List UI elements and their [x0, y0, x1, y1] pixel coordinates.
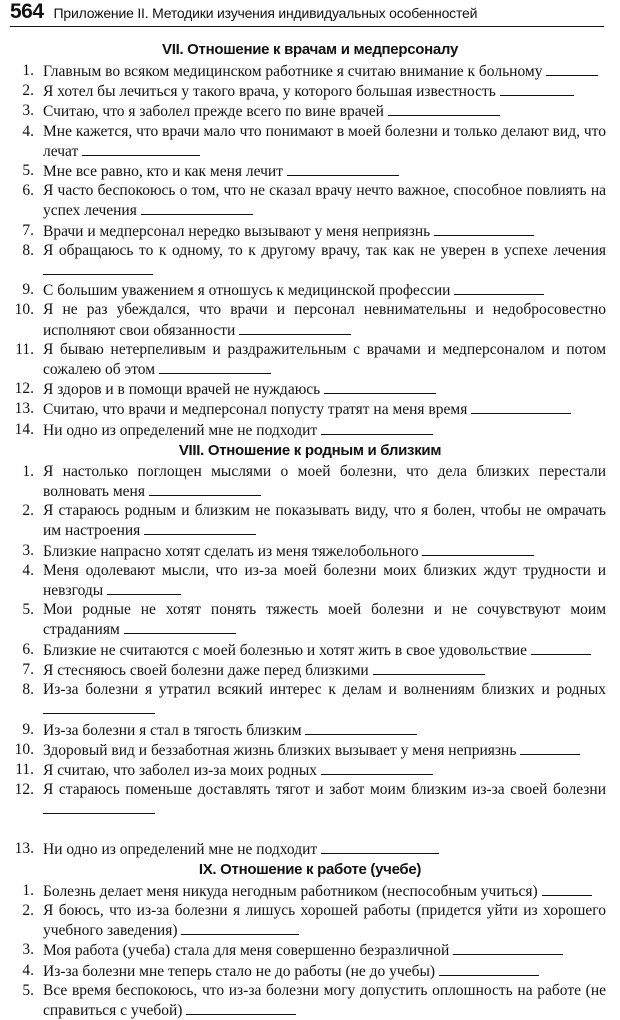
answer-blank[interactable] [159, 359, 271, 374]
item-number: 2. [22, 82, 34, 100]
item-number: 4. [22, 961, 34, 979]
list-item [10, 81, 610, 101]
item-text: Я стараюсь поменьше доставлять тягот и забот моим близким из-за своей болезни [43, 781, 606, 799]
item-text: Я не раз убеждался, что врачи и персонал невнимательны и недобросовестно исполняют свои обязанности [43, 301, 606, 339]
list-item [10, 181, 610, 220]
item-number: 10. [14, 301, 34, 319]
answer-blank[interactable] [542, 881, 592, 896]
item-text: Я боюсь, что из-за болезни я лишусь хорошей работы (придется уйти из хорошего учебного заведения) [43, 901, 606, 940]
answer-blank[interactable] [82, 141, 200, 156]
list-item [10, 420, 610, 440]
item-number: 12. [14, 781, 34, 799]
item-text: Все время беспокоюсь, что из-за болезни могу допустить оплошность на работе (не справиться с учебой) [43, 981, 606, 1019]
answer-blank[interactable] [149, 481, 261, 496]
item-number: 3. [22, 541, 34, 559]
answer-blank[interactable] [141, 200, 253, 215]
list-item [10, 300, 610, 339]
list-item [10, 901, 610, 940]
answer-blank[interactable] [43, 260, 153, 275]
answer-blank[interactable] [388, 101, 500, 116]
item-number: 4. [22, 122, 34, 140]
item-text: Из-за болезни мне теперь стало не до работы (не до учебы) [43, 962, 436, 980]
item-text: Из-за болезни я стал в тягость близким [43, 721, 302, 739]
list-item [10, 660, 610, 680]
blank-line [10, 820, 610, 839]
list-item [10, 981, 610, 1020]
answer-blank[interactable] [186, 1000, 296, 1015]
item-number: 2. [22, 901, 34, 919]
item-number: 10. [14, 740, 34, 758]
item-text: Близкие не считаются с моей болезнью и хотят жить в свое удовольствие [43, 641, 527, 659]
item-text: Я здоров и в помощи врачей не нуждаюсь [43, 381, 321, 399]
running-title: Приложение II. Методики изучения индивидуальных особенностей [53, 5, 478, 21]
item-text: С большим уважением я отношусь к медицинской профессии [43, 282, 451, 300]
item-number: 1. [22, 462, 34, 480]
item-number: 1. [22, 881, 34, 899]
list-item [10, 881, 610, 901]
list-item [10, 940, 610, 960]
item-text: Ни одно из определений мне не подходит [43, 421, 318, 439]
section-title-viii: VIII. Отношение к родным и близким [178, 441, 442, 459]
list-item [10, 122, 610, 161]
list-item [10, 161, 610, 181]
item-number: 14. [14, 420, 34, 438]
answer-blank[interactable] [321, 760, 433, 775]
answer-blank[interactable] [500, 81, 574, 96]
list-item [10, 680, 610, 719]
item-number: 7. [22, 221, 34, 239]
answer-blank[interactable] [321, 839, 439, 854]
list-item [10, 720, 610, 740]
item-text: Моя работа (учеба) стала для меня совершенно безразличной [43, 942, 450, 960]
answer-blank[interactable] [520, 740, 580, 755]
item-text: Я бываю нетерпеливым и раздражительным с врачами и медперсоналом и потом сожалею об этом [43, 340, 606, 379]
answer-blank[interactable] [124, 619, 236, 634]
item-number: 13. [14, 839, 34, 857]
list-item [10, 501, 610, 540]
item-text: Я обращаюсь то к одному, то к другому врачу, так как не уверен в успехе лечения [43, 241, 606, 259]
item-number: 5. [22, 601, 34, 619]
item-text: Мои родные не хотят понять тяжесть моей болезни и не сочувствуют моим страданиям [43, 601, 606, 639]
list-item [10, 740, 610, 760]
answer-blank[interactable] [324, 379, 436, 394]
section-vii-items [10, 61, 610, 440]
item-text: Болезнь делает меня никуда негодным работником (неспособным учиться) [43, 882, 538, 900]
item-number: 3. [22, 102, 34, 120]
item-number: 6. [22, 640, 34, 658]
item-number: 8. [22, 241, 34, 259]
page-number: 564 [10, 0, 44, 23]
answer-blank[interactable] [43, 699, 155, 714]
running-head [10, 0, 604, 27]
item-number: 12. [14, 380, 34, 398]
item-text: Мне все равно, кто и как меня лечит [43, 163, 283, 181]
item-text: Врачи и медперсонал нередко вызывают у меня неприязнь [43, 222, 431, 240]
item-number: 6. [22, 182, 34, 200]
item-text: Главным во всяком медицинском работнике я считаю внимание к больному [43, 63, 543, 80]
item-text: Я хотел бы лечиться у такого врача, у которого большая известность [43, 83, 496, 101]
item-text: Я часто беспокоюсь о том, что не сказал врачу нечто важное, способное повлиять на успех лечения [43, 182, 606, 220]
item-number: 11. [15, 340, 34, 358]
list-item [10, 221, 610, 241]
section-title-vii: VII. Отношение к врачам и медперсоналу [162, 41, 458, 58]
section-title-ix: IX. Отношение к работе (учебе) [198, 860, 422, 878]
item-number: 13. [14, 400, 34, 418]
item-number: 4. [22, 561, 34, 579]
answer-blank[interactable] [43, 799, 155, 814]
answer-blank[interactable] [471, 399, 571, 414]
answer-blank[interactable] [439, 961, 539, 976]
list-item [10, 280, 610, 300]
list-item [10, 760, 610, 780]
list-item [10, 340, 610, 379]
item-text: Я стараюсь родным и близким не показывать виду, что я болен, чтобы не омрачать им настроения [43, 502, 606, 540]
list-item [10, 379, 610, 399]
list-item [10, 640, 610, 660]
item-text: Считаю, что я заболел прежде всего по вине врачей [43, 103, 384, 121]
list-item [10, 541, 610, 561]
answer-blank[interactable] [453, 940, 563, 955]
list-item [10, 600, 610, 639]
item-number: 1. [22, 62, 34, 79]
item-text: Меня одолевают мысли, что из-за моей болезни моих близких ждут трудности и невзгоды [43, 561, 606, 600]
list-item [10, 839, 610, 859]
answer-blank[interactable] [181, 920, 299, 935]
item-text: Я настолько поглощен мыслями о моей болезни, что дела близких перестали волновать меня [43, 462, 606, 501]
list-item [10, 561, 610, 600]
list-item [10, 399, 610, 419]
list-item [10, 462, 610, 501]
item-number: 9. [22, 720, 34, 738]
item-number: 5. [22, 981, 34, 999]
answer-blank[interactable] [546, 61, 598, 76]
answer-blank[interactable] [305, 720, 417, 735]
answer-blank[interactable] [454, 280, 544, 295]
item-text: Я считаю, что заболел из-за моих родных [43, 761, 318, 779]
answer-blank[interactable] [144, 520, 256, 535]
item-text: Близкие напрасно хотят сделать из меня тяжелобольного [43, 542, 419, 560]
item-number: 9. [22, 281, 34, 299]
item-text: Я стесняюсь своей болезни даже перед близкими [43, 661, 369, 679]
list-item [10, 101, 610, 121]
answer-blank[interactable] [373, 660, 485, 675]
answer-blank[interactable] [321, 420, 433, 435]
list-item [10, 780, 610, 819]
answer-blank[interactable] [422, 541, 534, 556]
item-number: 8. [22, 681, 34, 699]
item-text: Ни одно из определений мне не подходит [43, 840, 318, 858]
section-viii-items [10, 462, 610, 859]
answer-blank[interactable] [287, 161, 399, 176]
list-item [10, 241, 610, 280]
item-number: 11. [15, 760, 34, 778]
item-number: 3. [22, 941, 34, 959]
section-ix-items [10, 881, 610, 1020]
list-item [10, 61, 610, 81]
answer-blank[interactable] [107, 580, 181, 595]
item-text: Из-за болезни я утратил всякий интерес к делам и волнениям близких и родных [43, 681, 606, 699]
item-text: Считаю, что врачи и медперсонал попусту тратят на меня время [43, 401, 468, 419]
answer-blank[interactable] [239, 320, 351, 335]
answer-blank[interactable] [434, 221, 534, 236]
item-number: 5. [22, 162, 34, 180]
item-number: 7. [22, 660, 34, 678]
list-item [10, 961, 610, 981]
item-number: 2. [22, 502, 34, 520]
item-text: Здоровый вид и беззаботная жизнь близких вызывает у меня неприязнь [43, 741, 517, 759]
answer-blank[interactable] [531, 640, 591, 655]
item-text: Мне кажется, что врачи мало что понимают в моей болезни и только делают вид, что лечат [43, 122, 606, 160]
